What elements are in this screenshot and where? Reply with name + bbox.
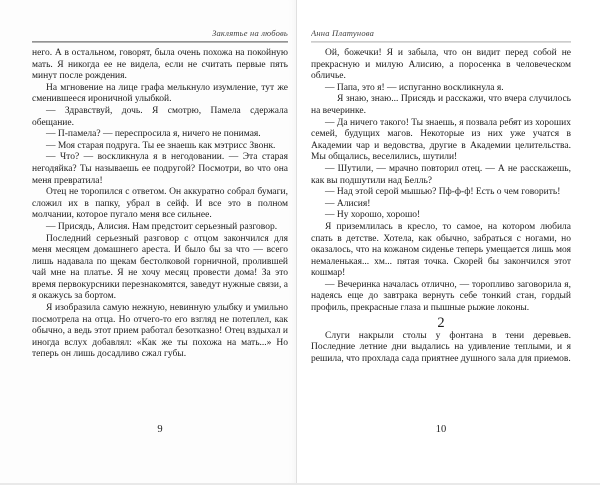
header-rule-left (32, 41, 288, 43)
paragraph: — Алисия! (325, 198, 371, 209)
paragraph: — П-памела? — переспросила я, ничего не понимая. (46, 129, 261, 140)
paragraph: Я изобразила самую нежную, невинную улыбку и умильно посмотрела на отца. Но отчего-то его взгляд не потеплел, как обычно, а ведь этот прием работал безотказно! Отец вздыхал и иногда вслух добавлял: «Как же ты похожа на мать...» Но теперь он лишь досадливо сжал губы. (32, 303, 288, 360)
paragraph: — Присядь, Алисия. Нам предстоит серьезный разговор. (46, 221, 278, 232)
paragraph: Отец не торопился с ответом. Он аккуратно собрал бумаги, сложил их в папку, убрал в сейф. И все это в полном молчании, которое пугало меня все сильнее. (32, 187, 288, 221)
paragraph: На мгновение на лице графа мелькнуло изумление, тут же сменившееся ироничной улыбкой. (32, 82, 288, 105)
paragraph: Последний серьезный разговор с отцом закончился для меня месяцем домашнего ареста. И было бы за что — всего лишь надавала по щекам бестолковой горничной, пролившей чай мне на платье. Я не хочу месяц провести дома! За это время первокурсники перезнакомятся, заведут нужные связи, а я окажусь за бортом. (32, 233, 288, 302)
paragraph: — Да ничего такого! Ты знаешь, я позвала ребят из хороших семей, будущих магов. Некоторые из них уже учатся в Академии чар и ведовства, другие в Академии целительства. Мы общались, веселились, шутили! (311, 117, 571, 163)
paragraph: — Шутили, — мрачно повторил отец. — А не расскажешь, как вы подшутили над Белль? (311, 163, 571, 186)
paragraph: — Моя старая подруга. Ты ее знаешь как мэтрисс Звонк. (46, 140, 276, 151)
paragraph: него. А в остальном, говорят, была очень похожа на покойную мать. Я никогда ее не видела, если не считать первые пять минут после рождения. (32, 48, 288, 82)
left-page-body (32, 48, 288, 361)
page-right[interactable] (297, 0, 600, 483)
paragraph: — Что? — воскликнула я в негодовании. — Эта старая негодяйка? Ты называешь ее подругой? Посмотри, во что она меня превратила! (32, 152, 288, 186)
running-head-author: Анна Платунова (311, 28, 375, 38)
header-rule-right (311, 41, 571, 43)
page-number-left: 9 (157, 424, 163, 435)
paragraph: Я приземлилась в кресло, то самое, на котором любила спать в детстве. Хотела, как обычно, забраться с ногами, но оказалось, что на кожаном сиденье теперь умещается лишь моя немаленькая... хм... пятая точка. Скорей бы закончился этот кошмар! (311, 221, 571, 279)
page-left[interactable] (0, 0, 297, 483)
paragraph: — Вечеринка началась отлично, — торопливо заговорила я, надеясь еще до завтрака вернуть себе тонкий стан, гордый профиль, прекрасные глаза и пышные рыжие локоны. (311, 279, 571, 314)
paragraph: Я знаю, знаю... Присядь и расскажи, что вчера случилось на вечеринке. (311, 94, 571, 116)
paragraph: — Здравствуй, дочь. Я смотрю, Памела сдержала обещание. (32, 105, 288, 128)
paragraph: — Ну хорошо, хорошо! (325, 210, 421, 221)
paragraph: — Папа, это я! — испуганно воскликнула я. (325, 82, 504, 93)
paragraph: Слуги накрыли столы у фонтана в тени деревьев. Последние летние дни выдались на удивление теплыми, и я решила, что прохлада сада приятнее душного зала для приемов. (311, 330, 571, 364)
right-page-body (311, 48, 571, 365)
chapter-number: 2 (437, 314, 445, 331)
paragraph: Ой, божечки! Я и забыла, что он видит перед собой не прекрасную и милую Алисию, а поросенка в человеческом обличье. (311, 48, 571, 82)
running-head-book-title: Заклятье на любовь (212, 28, 288, 38)
page-number-right: 10 (435, 424, 447, 435)
paragraph: — Над этой серой мышью? Пф-ф-ф! Есть о чем говорить! (325, 187, 561, 198)
